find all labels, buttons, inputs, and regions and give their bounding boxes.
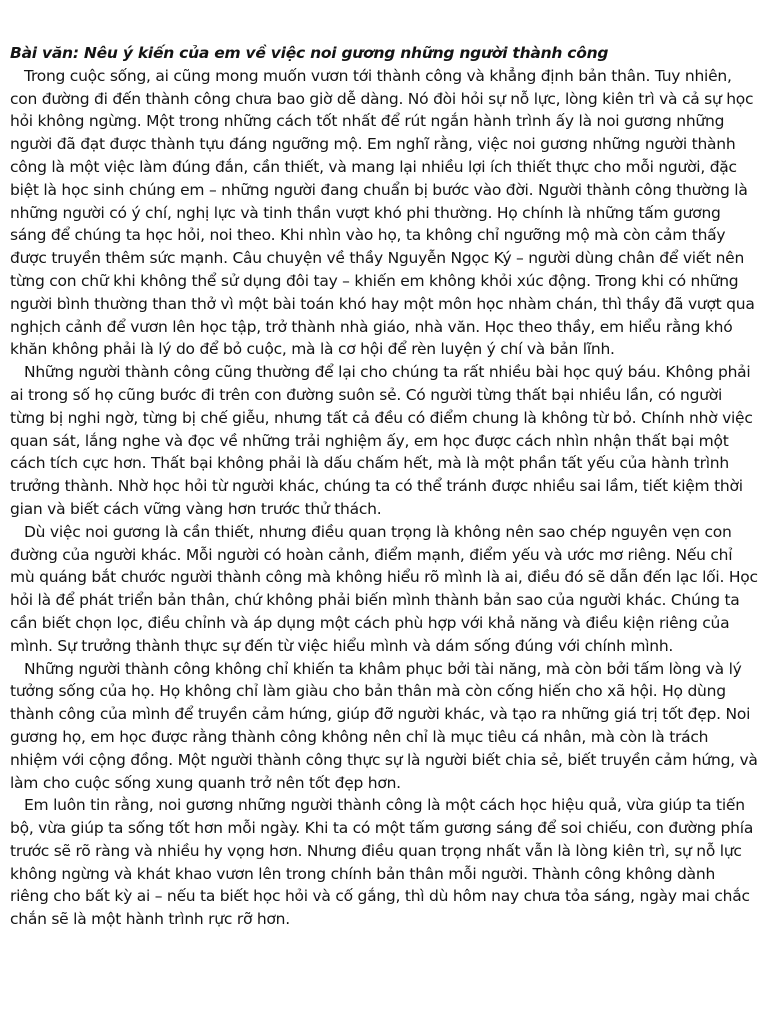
essay-paragraph-5: Em luôn tin rằng, noi gương những người thành công là một cách học hiệu quả, vừa giúp ta tiến bộ, vừa giúp ta sống tốt hơn mỗi ngày. Khi ta có một tấm gương sáng để soi chiếu, con đường phía trước sẽ rõ ràng và nhiều hy vọng hơn. Nhưng điều quan trọng nhất vẫn là lòng kiên trì, sự nỗ lực không ngừng và khát khao vươn lên trong chính bản thân mỗi người. Thành công không dành riêng cho bất kỳ ai – nếu ta biết học hỏi và cố gắng, thì dù hôm nay chưa tỏa sáng, ngày mai chắc chắn sẽ là một hành trình rực rỡ hơn. <box>10 796 754 929</box>
essay-title: Bài văn: Nêu ý kiến của em về việc noi gương những người thành công <box>10 44 609 62</box>
essay-paragraph-3: Dù việc noi gương là cần thiết, nhưng điều quan trọng là không nên sao chép nguyên vẹn con đường của người khác. Mỗi người có hoàn cảnh, điểm mạnh, điểm yếu và ước mơ riêng. Nếu chỉ mù quáng bắt chước người thành công mà không hiểu rõ mình là ai, điều đó sẽ dẫn đến lạc lối. Học hỏi là để phát triển bản thân, chứ không phải biến mình thành bản sao của người khác. Chúng ta cần biết chọn lọc, điều chỉnh và áp dụng một cách phù hợp với khả năng và điều kiện riêng của mình. Sự trưởng thành thực sự đến từ việc hiểu mình và dám sống đúng với chính mình. <box>10 522 758 655</box>
essay-paragraph-1: Trong cuộc sống, ai cũng mong muốn vươn tới thành công và khẳng định bản thân. Tuy nhiên, con đường đi đến thành công chưa bao giờ dễ dàng. Nó đòi hỏi sự nỗ lực, lòng kiên trì và cả sự học hỏi không ngừng. Một trong những cách tốt nhất để rút ngắn hành trình ấy là noi gương những người đã đạt được thành tựu đáng ngưỡng mộ. Em nghĩ rằng, việc noi gương những người thành công là một việc làm đúng đắn, cần thiết, và mang lại nhiều lợi ích thiết thực cho mỗi người, đặc biệt là học sinh chúng em – những người đang chuẩn bị bước vào đời. Người thành công thường là những người có ý chí, nghị lực và tinh thần vượt khó phi thường. Họ chính là những tấm gương sáng để chúng ta học hỏi, noi theo. Khi nhìn vào họ, ta không chỉ ngưỡng mộ mà còn cảm thấy được truyền thêm sức mạnh. Câu chuyện về thầy Nguyễn Ngọc Ký – người dùng chân để viết nên từng con chữ khi không thể sử dụng đôi tay – khiến em không khỏi xúc động. Trong khi có những người bình thường than thở vì một bài toán khó hay một môn học nhàm chán, thì thầy đã vượt qua nghịch cảnh để vươn lên học tập, trở thành nhà giáo, nhà văn. Học theo thầy, em hiểu rằng khó khăn không phải là lý do để bỏ cuộc, mà là cơ hội để rèn luyện ý chí và bản lĩnh. <box>10 66 755 359</box>
essay-paragraph-4: Những người thành công không chỉ khiến ta khâm phục bởi tài năng, mà còn bởi tấm lòng và lý tưởng sống của họ. Họ không chỉ làm giàu cho bản thân mà còn cống hiến cho xã hội. Họ dùng thành công của mình để truyền cảm hứng, giúp đỡ người khác, và tạo ra những giá trị tốt đẹp. Noi gương họ, em học được rằng thành công không nên chỉ là mục tiêu cá nhân, mà còn là trách nhiệm với cộng đồng. Một người thành công thực sự là người biết chia sẻ, biết truyền cảm hứng, và làm cho cuộc sống xung quanh trở nên tốt đẹp hơn. <box>10 659 758 792</box>
essay-paragraph-2: Những người thành công cũng thường để lại cho chúng ta rất nhiều bài học quý báu. Không phải ai trong số họ cũng bước đi trên con đường suôn sẻ. Có người từng thất bại nhiều lần, có người từng bị nghi ngờ, từng bị chế giễu, nhưng tất cả đều có điểm chung là không từ bỏ. Chính nhờ việc quan sát, lắng nghe và đọc về những trải nghiệm ấy, em học được cách nhìn nhận thất bại một cách tích cực hơn. Thất bại không phải là dấu chấm hết, mà là một phần tất yếu của hành trình trưởng thành. Nhờ học hỏi từ người khác, chúng ta có thể tránh được nhiều sai lầm, tiết kiệm thời gian và biết cách vững vàng hơn trước thử thách. <box>10 363 753 518</box>
